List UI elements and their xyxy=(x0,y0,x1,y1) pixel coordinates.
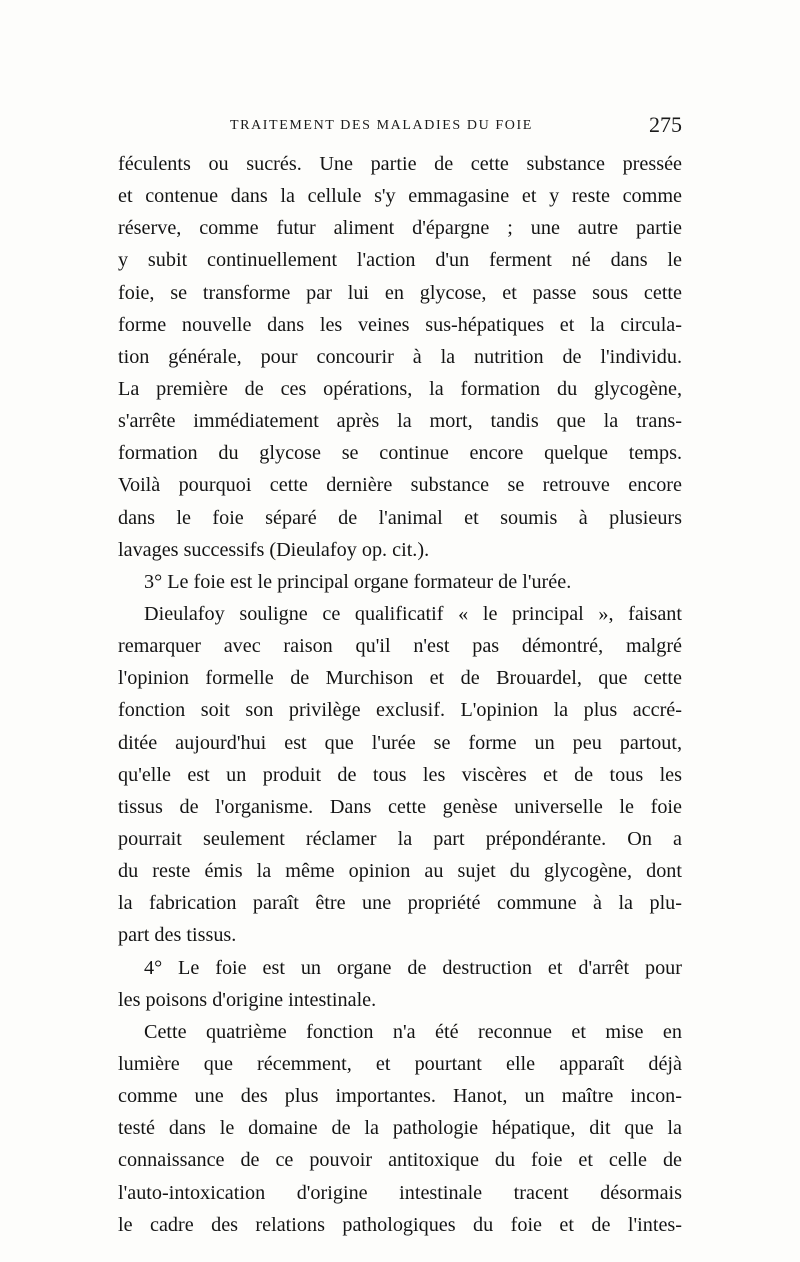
text-line: fonction soit son privilège exclusif. L'opinion la plus accré- xyxy=(118,699,682,722)
text-line: Cette quatrième fonction n'a été reconnue et mise en xyxy=(144,1020,682,1043)
text-line: foie, se transforme par lui en glycose, et passe sous cette xyxy=(118,281,682,304)
text-line: remarquer avec raison qu'il n'est pas démontré, malgré xyxy=(118,635,682,658)
running-head: TRAITEMENT DES MALADIES DU FOIE xyxy=(230,118,533,133)
page-number: 275 xyxy=(649,112,682,137)
text-line: ditée aujourd'hui est que l'urée se forme un peu partout, xyxy=(118,731,682,754)
text-line: s'arrête immédiatement après la mort, tandis que la trans- xyxy=(118,410,682,433)
text-line: tion générale, pour concourir à la nutrition de l'individu. xyxy=(118,345,682,368)
text-line: et contenue dans la cellule s'y emmagasine et y reste comme xyxy=(118,185,682,208)
text-line: lumière que récemment, et pourtant elle apparaît déjà xyxy=(118,1052,682,1075)
text-line: part des tissus. xyxy=(118,924,237,947)
text-line: lavages successifs (Dieulafoy op. cit.). xyxy=(118,538,430,561)
text-line: réserve, comme futur aliment d'épargne ; une autre partie xyxy=(118,217,682,240)
text-line: 3° Le foie est le principal organe formateur de l'urée. xyxy=(144,570,572,593)
text-line: y subit continuellement l'action d'un ferment né dans le xyxy=(118,249,682,272)
text-line: Dieulafoy souligne ce qualificatif « le principal », faisant xyxy=(144,602,682,625)
text-line: Voilà pourquoi cette dernière substance se retrouve encore xyxy=(118,474,682,497)
text-line: du reste émis la même opinion au sujet du glycogène, dont xyxy=(118,860,682,883)
text-line: l'opinion formelle de Murchison et de Brouardel, que cette xyxy=(118,667,682,690)
text-line: connaissance de ce pouvoir antitoxique du foie et celle de xyxy=(118,1149,682,1172)
text-line: comme une des plus importantes. Hanot, un maître incon- xyxy=(118,1085,682,1108)
page-header xyxy=(120,114,682,144)
text-line: testé dans le domaine de la pathologie hépatique, dit que la xyxy=(118,1117,682,1140)
text-line: forme nouvelle dans les veines sus-hépatiques et la circula- xyxy=(118,313,682,336)
text-line: La première de ces opérations, la formation du glycogène, xyxy=(118,377,682,400)
text-line: dans le foie séparé de l'animal et soumis à plusieurs xyxy=(118,506,682,529)
text-line: féculents ou sucrés. Une partie de cette substance pressée xyxy=(118,153,682,175)
text-line: tissus de l'organisme. Dans cette genèse universelle le foie xyxy=(118,795,682,818)
text-line: l'auto-intoxication d'origine intestinale tracent désormais xyxy=(118,1181,682,1204)
body-text xyxy=(118,148,682,1241)
text-line: le cadre des relations pathologiques du foie et de l'intes- xyxy=(118,1213,682,1236)
text-line: les poisons d'origine intestinale. xyxy=(118,988,377,1011)
text-line: la fabrication paraît être une propriété commune à la plu- xyxy=(118,892,682,915)
text-line: qu'elle est un produit de tous les viscères et de tous les xyxy=(118,763,682,786)
text-line: pourrait seulement réclamer la part prépondérante. On a xyxy=(118,827,682,850)
text-line: formation du glycose se continue encore quelque temps. xyxy=(118,442,682,465)
text-line: 4° Le foie est un organe de destruction et d'arrêt pour xyxy=(144,956,682,979)
